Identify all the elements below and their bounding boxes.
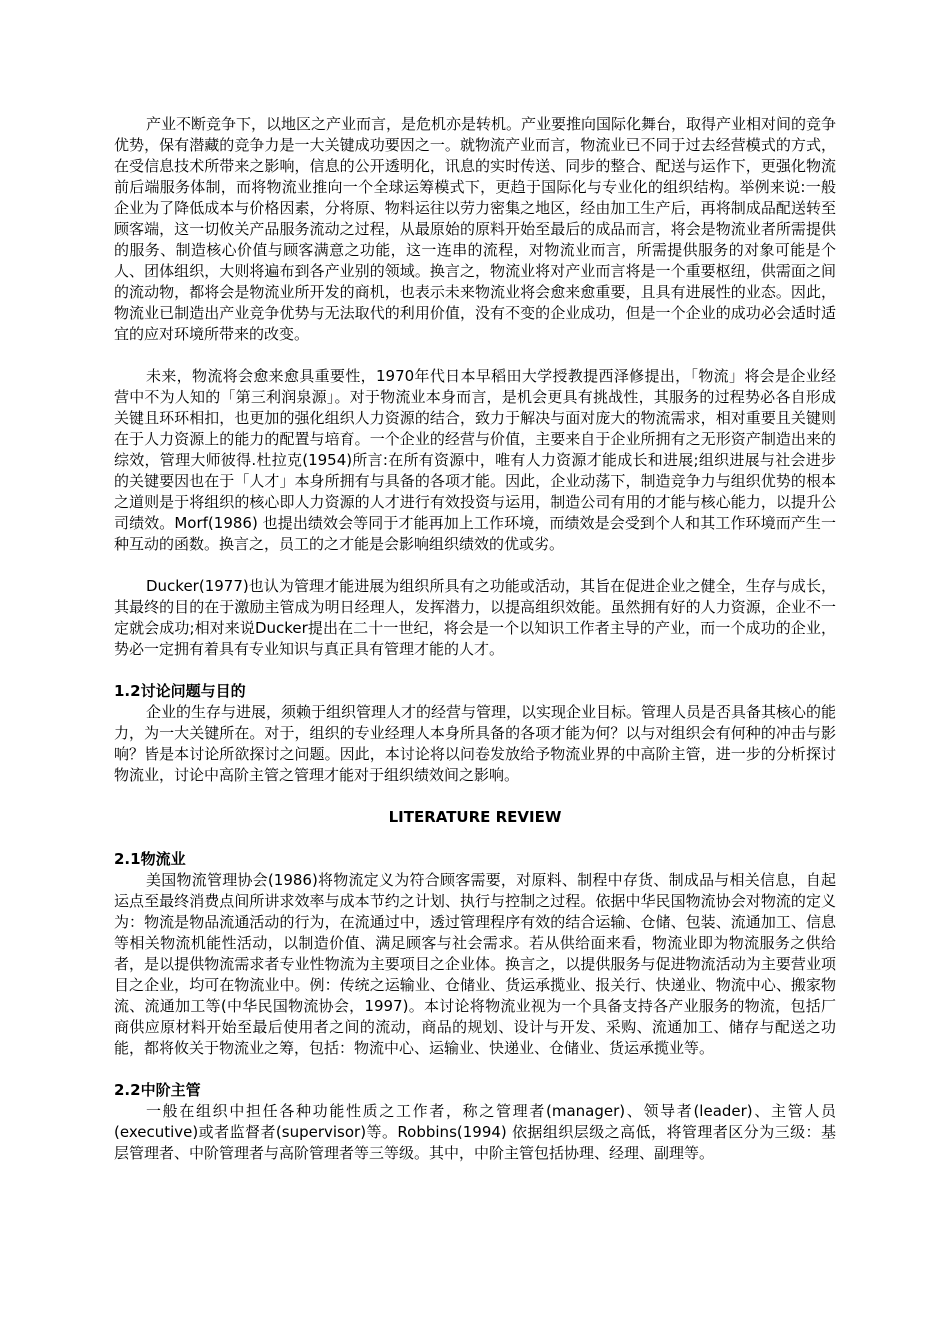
section-2-1-heading: 2.1物流业 [114,850,186,868]
literature-review-heading: LITERATURE REVIEW [388,808,562,826]
intro-paragraph-3: Ducker(1977)也认为管理才能进展为组织所具有之功能或活动，其旨在促进企业之健全，生存与成长，其最终的目的在于激励主管成为明日经理人，发挥潜力，以提高组织效能。虽然拥有好的人力资源，企业不一定就会成功;相对来说Ducker提出在二十一世纪，将会是一个以知识工作者主导的产业，而一个成功的企业，势必一定拥有着具有专业知识与真正具有管理才能的人才。 [114,577,836,658]
spacer [114,555,836,576]
spacer [114,345,836,366]
document-page [114,114,836,1164]
spacer [114,1059,836,1080]
intro-paragraph-1: 产业不断竞争下，以地区之产业而言，是危机亦是转机。产业要推向国际化舞台，取得产业相对间的竞争优势，保有潜藏的竞争力是一大关键成功要因之一。就物流产业而言，物流业已不同于过去经营模式的方式，在受信息技术所带来之影响，信息的公开透明化，讯息的实时传送、同步的整合、配送与运作下，更强化物流前后端服务体制，而将物流业推向一个全球运筹模式下，更趋于国际化与专业化的组织结构。举例来说:一般企业为了降低成本与价格因素，分将原、物料运往以劳力密集之地区，经由加工生产后，再将制成品配送转至顾客端，这一切攸关产品服务流动之过程，从最原始的原料开始至最后的成品而言，将会是物流业者所需提供的服务、制造核心价值与顾客满意之功能，这一连串的流程，对物流业而言，所需提供服务的对象可能是个人、团体组织，大则将遍布到各产业别的领域。换言之，物流业将对产业而言将是一个重要枢纽，供需面之间的流动物，都将会是物流业所开发的商机，也表示未来物流业将会愈来愈重要，且具有进展性的业态。因此，物流业已制造出产业竞争优势与无法取代的利用价值，没有不变的企业成功，但是一个企业的成功必会适时适宜的应对环境所带来的改变。 [114,115,837,343]
section-1-2-heading: 1.2讨论问题与目的 [114,682,246,700]
spacer [114,660,836,681]
spacer [114,828,836,849]
spacer [114,786,836,807]
intro-paragraph-2: 未来，物流将会愈来愈具重要性，1970年代日本早稻田大学授教提西泽修提出，「物流」将会是企业经营中不为人知的「第三利润泉源」。对于物流业本身而言，是机会更具有挑战性，其服务的过程势必各自形成关键且环环相扣，也更加的强化组织人力资源的结合，致力于解决与面对庞大的物流需求，相对重要且关键则在于人力资源上的能力的配置与培育。一个企业的经营与价值，主要来自于企业所拥有之无形资产制造出来的综效，管理大师彼得.杜拉克(1954)所言:在所有资源中，唯有人力资源才能成长和进展;组织进展与社会进步的关键要因也在于「人才」本身所拥有与具备的各项才能。因此，企业动荡下，制造竞争力与组织优势的根本之道则是于将组织的核心即人力资源的人才进行有效投资与运用，制造公司有用的才能与核心能力，以提升公司绩效。Morf(1986) 也提出绩效会等同于才能再加上工作环境，而绩效是会受到个人和其工作环境而产生一种互动的函数。换言之，员工的之才能是会影响组织绩效的优或劣。 [114,367,836,553]
section-1-2-body: 企业的生存与进展，须赖于组织管理人才的经营与管理，以实现企业目标。管理人员是否具备其核心的能力，为一大关键所在。对于，组织的专业经理人本身所具备的各项才能为何？以与对组织会有何种的冲击与影响？皆是本讨论所欲探讨之问题。因此，本讨论将以问卷发放给予物流业界的中高阶主管，进一步的分析探讨物流业，讨论中高阶主管之管理才能对于组织绩效间之影响。 [114,703,837,784]
section-2-1-body: 美国物流管理协会(1986)将物流定义为符合顾客需要，对原料、制程中存货、制成品与相关信息，自起运点至最终消费点间所讲求效率与成本节约之计划、执行与控制之过程。依据中华民国物流协会对物流的定义为：物流是物品流通活动的行为，在流通过中，透过管理程序有效的结合运输、仓储、包装、流通加工、信息等相关物流机能性活动，以制造价值、满足顾客与社会需求。若从供给面来看，物流业即为物流服务之供给者，是以提供物流需求者专业性物流为主要项目之企业体。换言之，以提供服务与促进物流活动为主要营业项目之企业，均可在物流业中。例：传统之运输业、仓储业、货运承揽业、报关行、快递业、物流中心、搬家物流、流通加工等(中华民国物流协会，1997)。本讨论将物流业视为一个具备支持各产业服务的物流，包括厂商供应原材料开始至最后使用者之间的流动，商品的规划、设计与开发、采购、流通加工、储存与配送之功能，都将攸关于物流业之筹，包括：物流中心、运输业、快递业、仓储业、货运承揽业等。 [114,871,836,1057]
section-2-2-body: 一般在组织中担任各种功能性质之工作者，称之管理者(manager)、领导者(leader)、主管人员(executive)或者监督者(supervisor)等。Robbins(1994) 依据组织层级之高低，将管理者区分为三级：基层管理者、中阶管理者与高阶管理者等三等级。其中，中阶主管包括协理、经理、副理等。 [114,1102,836,1162]
section-2-2-heading: 2.2中阶主管 [114,1081,201,1099]
